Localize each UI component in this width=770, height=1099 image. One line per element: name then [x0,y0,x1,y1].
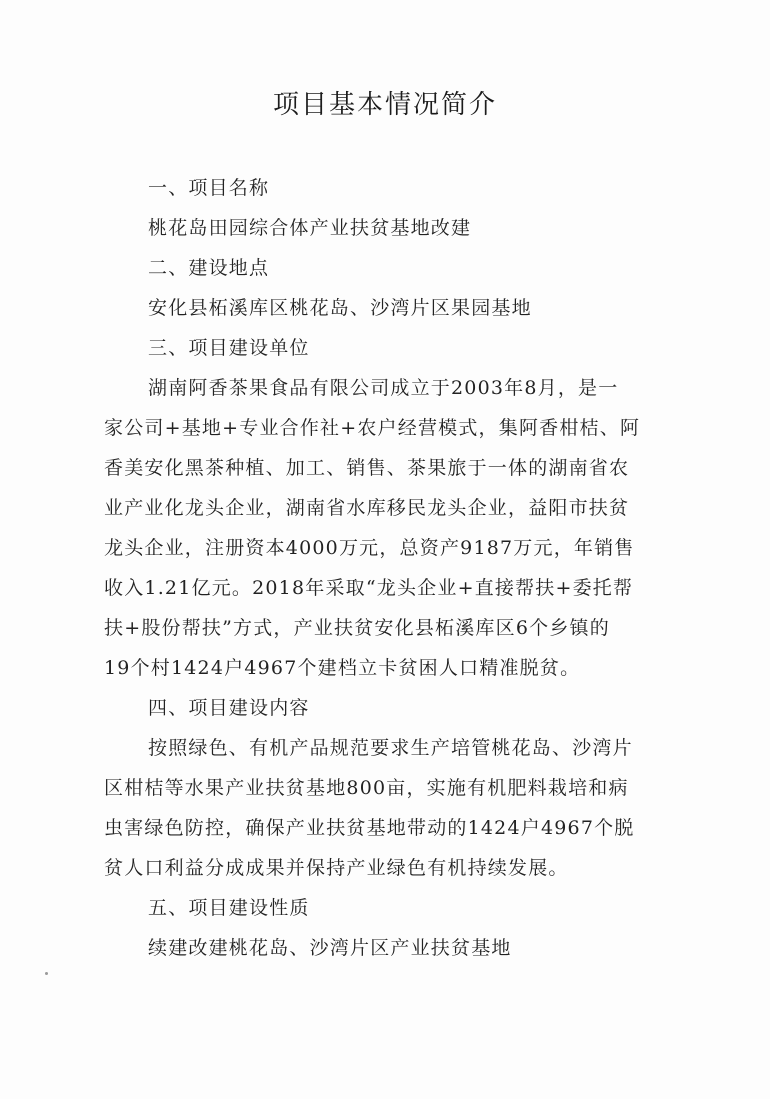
scan-speck [45,972,48,975]
section-heading: 五、项目建设性质 [148,897,310,919]
section-heading: 四、项目建设内容 [148,697,310,719]
paragraph-line: 香美安化黑茶种植、加工、销售、茶果旅于一体的湖南省农 [104,457,630,479]
document-title: 项目基本情况简介 [272,90,497,120]
section-text-line: 桃花岛田园综合体产业扶贫基地改建 [148,217,472,239]
section-heading: 三、项目建设单位 [148,337,310,359]
paragraph-line: 业产业化龙头企业，湖南省水库移民龙头企业，益阳市扶贫 [104,497,630,519]
paragraph-line: 按照绿色、有机产品规范要求生产培管桃花岛、沙湾片 [148,737,633,759]
paragraph-line: 龙头企业，注册资本4000万元，总资产9187万元，年销售 [104,537,635,559]
paragraph-line: 区柑桔等水果产业扶贫基地800亩，实施有机肥料栽培和病 [104,777,629,799]
paragraph-line: 贫人口利益分成成果并保持产业绿色有机持续发展。 [104,857,569,879]
section-heading: 一、项目名称 [148,177,270,199]
section-text-line: 安化县柘溪库区桃花岛、沙湾片区果园基地 [148,297,532,319]
paragraph-line: 收入1.21亿元。2018年采取“龙头企业+直接帮扶+委托帮 [104,577,634,599]
section-text-line: 续建改建桃花岛、沙湾片区产业扶贫基地 [148,937,512,959]
paragraph-line: 虫害绿色防控，确保产业扶贫基地带动的1424户4967个脱 [104,817,635,839]
paragraph-line: 扶+股份帮扶”方式，产业扶贫安化县柘溪库区6个乡镇的 [104,617,610,639]
paragraph-line: 湖南阿香茶果食品有限公司成立于2003年8月，是一 [148,377,619,399]
paragraph-line: 19个村1424户4967个建档立卡贫困人口精准脱贫。 [104,657,581,679]
document-body [104,168,670,968]
paragraph-line: 家公司+基地+专业合作社+农户经营模式，集阿香柑桔、阿 [104,417,641,439]
section-heading: 二、建设地点 [148,257,270,279]
